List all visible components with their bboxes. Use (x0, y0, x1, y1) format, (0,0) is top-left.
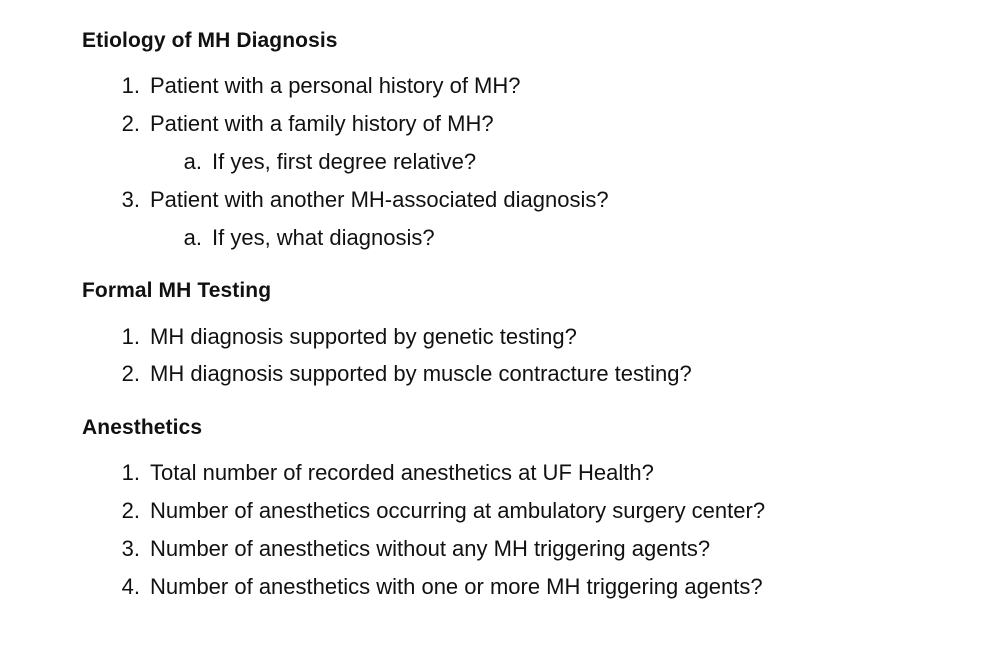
list-item-text: MH diagnosis supported by muscle contracture testing? (150, 361, 692, 387)
list-item-text: Patient with a family history of MH? (150, 111, 494, 137)
list-item (110, 318, 946, 356)
list-item-marker: 4. (121, 573, 140, 599)
list-item-marker: 2. (121, 361, 140, 387)
list-item (110, 492, 946, 530)
list-item-marker: 3. (121, 186, 140, 212)
list-item (110, 105, 946, 143)
list-item-text: If yes, what diagnosis? (212, 224, 435, 250)
list-item-marker: a. (183, 148, 202, 174)
list-item-text: Number of anesthetics with one or more MH triggering agents? (150, 573, 763, 599)
list-item (110, 568, 946, 606)
list-item (180, 143, 946, 181)
section-heading: Etiology of MH Diagnosis (82, 29, 338, 52)
list-item (110, 67, 946, 105)
list-item (180, 219, 946, 257)
list-item (110, 454, 946, 492)
list-item (110, 181, 946, 219)
list-item (110, 530, 946, 568)
list-item-marker: a. (183, 224, 202, 250)
list-item-marker: 1. (121, 323, 140, 349)
list-item (110, 355, 946, 393)
list-item-text: Patient with a personal history of MH? (150, 73, 521, 99)
list-item-text: If yes, first degree relative? (212, 148, 477, 174)
section-heading: Anesthetics (82, 416, 203, 440)
list-item-text: Number of anesthetics occurring at ambulatory surgery center? (150, 498, 766, 524)
list-item-text: Patient with another MH-associated diagnosis? (150, 186, 609, 212)
list-item-marker: 1. (121, 460, 140, 486)
list-item-text: Total number of recorded anesthetics at UF Health? (150, 460, 654, 486)
section-anesthetics (40, 415, 946, 606)
section-etiology (40, 28, 946, 256)
section-list (40, 67, 946, 256)
section-formal-mh-testing (40, 278, 946, 393)
list-item-marker: 3. (121, 536, 140, 562)
list-item-marker: 2. (121, 111, 140, 137)
list-item-marker: 2. (121, 498, 140, 524)
section-list (40, 454, 946, 605)
list-item-text: MH diagnosis supported by genetic testing? (150, 323, 577, 349)
list-item-text: Number of anesthetics without any MH triggering agents? (150, 536, 711, 562)
section-list (40, 318, 946, 394)
list-item-marker: 1. (121, 73, 140, 99)
section-heading: Formal MH Testing (82, 279, 272, 303)
